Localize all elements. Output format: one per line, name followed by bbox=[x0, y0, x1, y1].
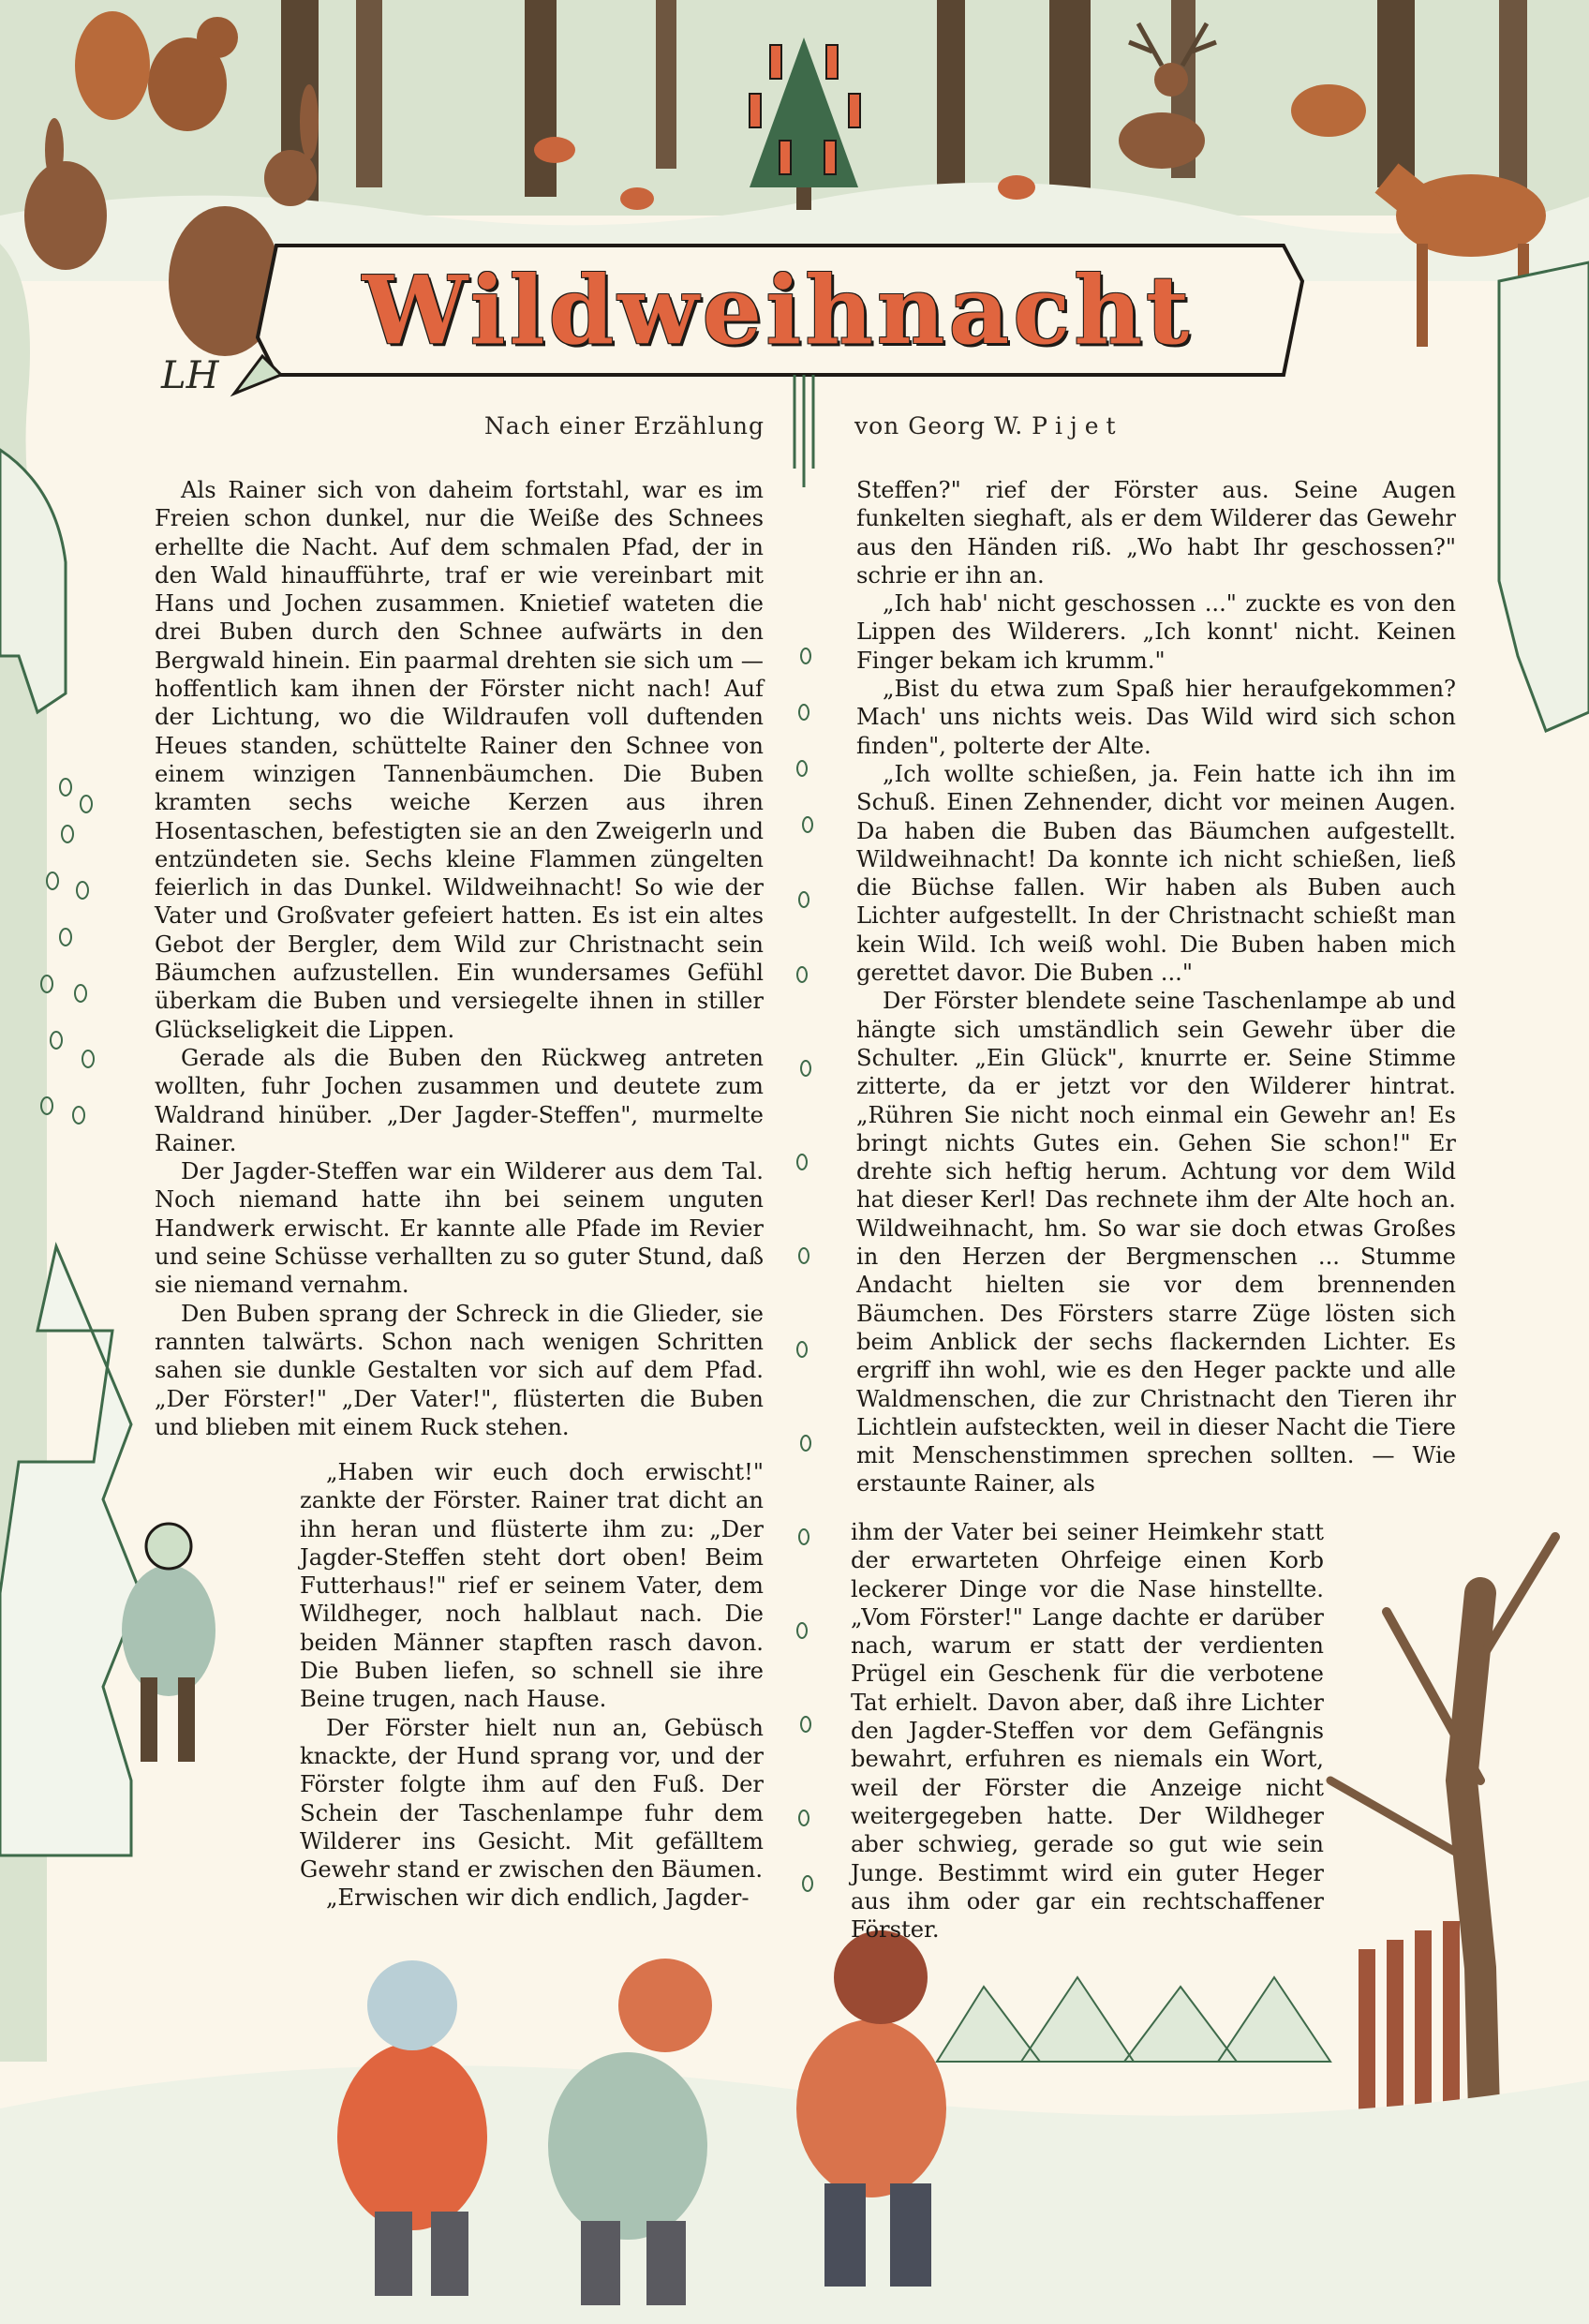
paragraph: Der Förster blendete seine Taschenlampe ab und hängte sich umständlich sein Gewehr über die Schulter. „Ein Glück", knurrte er. Seine Stimme zitterte, da er jetzt vor den Wilderer hintrat. „Rühren Sie nicht noch einmal ein Gewehr an! Es bringt nichts Gutes ein. Gehen Sie schon!" Er drehte sich heftig herum. Achtung vor dem Wild hat dieser Kerl! Das rechnete ihm der Alte hoch an. Wildweihnacht, hm. So war sie doch etwas Großes in den Herzen der Bergmenschen ... Stumme Andacht hielten sie vor dem brennenden Bäumchen. Des Försters starre Züge lösten sich beim Anblick der sechs flackernden Lichter. Es ergriff ihn wohl, wie es den Heger packte und alle Waldmenschen, die zur Christnacht den Tieren ihr Lichtlein aufsteckten, weil in dieser Nacht die Tiere mit Menschenstimmen sprechen sollten. — Wie erstaunte Rainer, als bbox=[856, 988, 1456, 1497]
article-column-right bbox=[856, 476, 1456, 1498]
right-snow-border bbox=[1499, 262, 1589, 731]
byline-right bbox=[854, 412, 1123, 439]
left-snow-border bbox=[0, 244, 141, 2062]
paragraph: Der Jagder-Steffen war ein Wilderer aus dem Tal. Noch niemand hatte ihn bei seinem unguten Handwerk erwischt. Er kannte alle Pfade im Revier und seine Schüsse verhallten zu so guter Stund, daß sie niemand vernahm. bbox=[155, 1158, 764, 1299]
paragraph: Den Buben sprang der Schreck in die Glieder, sie rannten talwärts. Schon nach wenigen Schritten sahen sie dunkle Gestalten vor sich auf dem Pfad. „Der Förster!" „Der Vater!", flüsterten die Buben und blieben mit einem Ruck stehen. bbox=[155, 1300, 764, 1440]
paragraph: ihm der Vater bei seiner Heimkehr statt der erwarteten Ohrfeige einen Korb leckerer Dinge vor die Nase hinstellte. „Vom Förster!" Lange dachte er darüber nach, warum er statt der verdienten Prügel ein Geschenk für die verbotene Tat erhielt. Davon aber, daß ihre Lichter den Jagder-Steffen vor dem Gefängnis bewahrt, erfuhren es niemals ein Wort, weil der Förster die Anzeige nicht weitergegeben hatte. Der Wildheger aber schwieg, gerade so gut wie sein Junge. Bestimmt wird ein guter Heger aus ihm oder gar ein rechtschaffener Förster. bbox=[851, 1519, 1324, 1944]
paragraph: „Bist du etwa zum Spaß hier heraufgekommen? Mach' uns nichts weis. Das Wild wird sich schon finden", polterte der Alte. bbox=[856, 676, 1456, 759]
article-column-right-narrow bbox=[851, 1518, 1324, 1944]
snowy-ground bbox=[0, 1977, 1589, 2324]
article-column-left-narrow bbox=[300, 1458, 764, 1913]
page-title: Wildweihnacht bbox=[362, 255, 1194, 365]
hunter-icon bbox=[122, 1524, 215, 1762]
paragraph: „Haben wir euch doch erwischt!" zankte der Förster. Rainer trat dicht an ihn heran und flüsterte ihm zu: „Der Jagder-Steffen steht dort oben! Beim Futterhaus!" rief er seinem Vater, dem Wildheger, noch halblaut nach. Die beiden Männer stapften rasch davon. Die Buben liefen, so schnell sie ihre Beine trugen, nach Hause. bbox=[300, 1459, 764, 1713]
paragraph: Als Rainer sich von daheim fortstahl, war es im Freien schon dunkel, nur die Weiße des Schnees erhellte die Nacht. Auf dem schmalen Pfad, der in den Wald hinaufführte, traf er wie vereinbart mit Hans und Jochen zusammen. Knietief wateten die drei Buben durch den Schnee aufwärts in den Bergwald hinein. Ein paarmal drehten sie sich um — hoffentlich kam ihnen der Förster nicht nach! Auf der Lichtung, wo die Wildraufen voll duftenden Heues standen, schüttelte Rainer den Schnee von einem winzigen Tannenbäumchen. Die Buben kramten sechs weiche Kerzen aus ihren Hosentaschen, befestigten sie an den Zweigerln und entzündeten sie. Sechs kleine Flammen züngelten feierlich in das Dunkel. Wildweihnacht! So wie der Vater und Großvater gefeiert hatten. Es ist ein altes Gebot der Bergler, dem Wild zur Christnacht sein Bäumchen aufzustellen. Ein wundersames Gefühl überkam die Buben und versiegelte ihnen in stiller Glückseligkeit die Lippen. bbox=[155, 477, 764, 1043]
column-divider bbox=[794, 375, 813, 487]
author-name: Pijet bbox=[1032, 412, 1123, 439]
paragraph: Steffen?" rief der Förster aus. Seine Augen funkelten sieghaft, als er dem Wilderer das Gewehr aus den Händen riß. „Wo habt Ihr geschossen?" schrie er ihn an. bbox=[856, 477, 1456, 588]
artist-signature: LH bbox=[161, 354, 219, 397]
title-banner-text bbox=[281, 240, 1274, 380]
byline-prefix: von Georg W. bbox=[854, 412, 1024, 439]
paragraph: „Erwischen wir dich endlich, Jagder- bbox=[326, 1885, 750, 1912]
paragraph: „Ich wollte schießen, ja. Fein hatte ich ihn im Schuß. Einen Zehnender, dicht vor meinen Augen. Da haben die Buben das Bäumchen aufgestellt. Wildweihnacht! Da konnte ich nicht schießen, ließ die Büchse fallen. Wir haben als Buben auch Lichter aufgestellt. In der Christnacht schießt man kein Wild. Ich weiß wohl. Die Buben haben mich gerettet davor. Die Buben ..." bbox=[856, 760, 1456, 987]
article-column-left bbox=[155, 476, 764, 1441]
byline-left: Nach einer Erzählung bbox=[484, 412, 765, 439]
paragraph: Gerade als die Buben den Rückweg antreten wollten, fuhr Jochen zusammen und deutete zum Waldrand hinüber. „Der Jagder-Steffen", murmelte Rainer. bbox=[155, 1044, 764, 1156]
paragraph: „Ich hab' nicht geschossen ..." zuckte es von den Lippen des Wilderers. „Ich konnt' nicht. Keinen Finger bekam ich krumm." bbox=[856, 590, 1456, 674]
paragraph: Der Förster hielt nun an, Gebüsch knackte, der Hund sprang vor, und der Förster folgte ihm auf den Fuß. Der Schein der Taschenlampe fuhr dem Wilderer ins Gesicht. Mit gefälltem Gewehr stand er zwischen den Bäumen. bbox=[300, 1714, 764, 1884]
